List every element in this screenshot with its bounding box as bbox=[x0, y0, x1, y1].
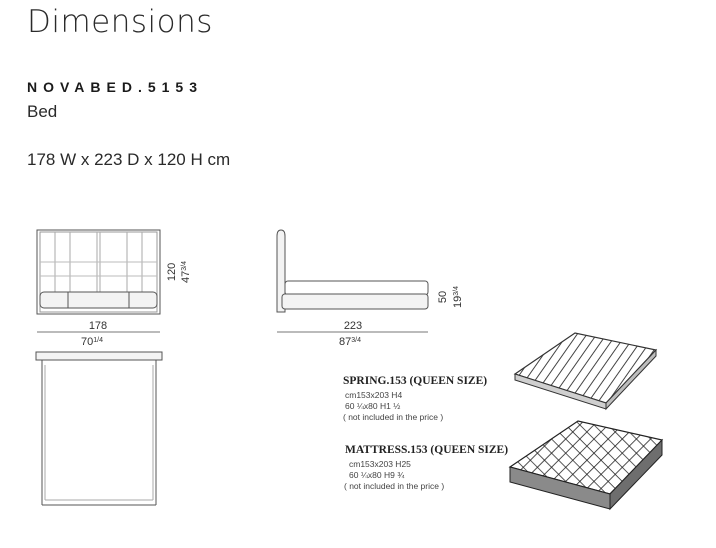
spring-price-note: ( not included in the price ) bbox=[343, 412, 444, 422]
side-height-in: $19^{3/4}$ bbox=[452, 286, 464, 308]
front-height-cm: 120 bbox=[166, 262, 178, 282]
front-height-in: $47^{3/4}$ bbox=[180, 261, 192, 283]
mattress-title: MATTRESS.153 (QUEEN SIZE) bbox=[345, 444, 509, 456]
overall-dimensions: 178 W x 223 D x 120 H cm bbox=[27, 150, 231, 169]
spring-size-in: 60 ¼x80 H1 ½ bbox=[345, 401, 401, 411]
front-width-in: $70^{1/4}$ bbox=[81, 336, 103, 348]
top-view-drawing bbox=[36, 352, 162, 505]
mattress-price-note: ( not included in the price ) bbox=[344, 481, 445, 491]
front-width-cm: 178 bbox=[88, 320, 108, 332]
side-depth-in: $87^{3/4}$ bbox=[339, 336, 361, 348]
side-depth-cm: 223 bbox=[343, 320, 363, 332]
mattress-size-in: 60 ¼x80 H9 ¾ bbox=[349, 470, 405, 480]
spring-size-cm: cm153x203 H4 bbox=[345, 390, 403, 400]
product-type: Bed bbox=[27, 102, 58, 121]
product-code: NOVABED.5153 bbox=[27, 79, 204, 95]
spring-title: SPRING.153 (QUEEN SIZE) bbox=[343, 375, 488, 387]
spring-illustration bbox=[515, 333, 656, 409]
front-view-drawing bbox=[37, 230, 160, 314]
mattress-illustration bbox=[510, 421, 662, 509]
side-view-drawing bbox=[277, 230, 428, 312]
page-title: Dimensions bbox=[27, 4, 213, 40]
mattress-size-cm: cm153x203 H25 bbox=[349, 459, 411, 469]
side-height-cm: 50 bbox=[437, 290, 449, 304]
